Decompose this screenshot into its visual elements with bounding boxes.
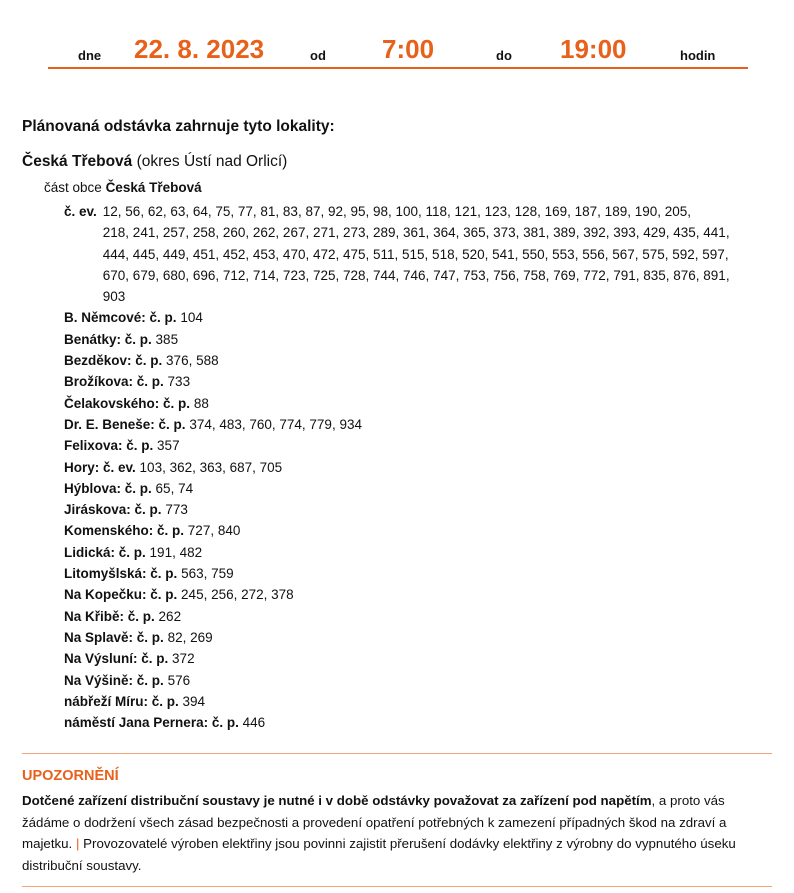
street-row	[64, 350, 764, 371]
street-label: Jiráskova: č. p.	[64, 502, 162, 518]
street-label: Na Výsluní: č. p.	[64, 651, 169, 667]
street-label: náměstí Jana Pernera: č. p.	[64, 715, 239, 731]
ev-values	[103, 201, 764, 307]
street-row	[64, 307, 764, 328]
street-row	[64, 712, 764, 733]
street-row	[64, 627, 764, 648]
street-row	[64, 670, 764, 691]
time-to: 19:00	[560, 34, 627, 64]
street-label: Čelakovského: č. p.	[64, 395, 191, 411]
warning-text-2: Provozovatelé výroben elektřiny jsou povinni zajistit přerušení dodávky elektřiny z výrobny do vypnutého úseku distribuční soustavy.	[22, 836, 736, 873]
street-label: Na Kopečku: č. p.	[64, 587, 178, 603]
warning-bottom-divider	[22, 886, 772, 887]
street-values: 245, 256, 272, 378	[181, 587, 294, 603]
street-row	[64, 478, 764, 499]
town-district: (okres Ústí nad Orlicí)	[136, 153, 288, 170]
street-label: Benátky: č. p.	[64, 331, 152, 347]
street-row	[64, 393, 764, 414]
street-values: 372	[172, 651, 195, 667]
street-label: Komenského: č. p.	[64, 523, 185, 539]
ev-line: 670, 679, 680, 696, 712, 714, 723, 725, 728, 744, 746, 747, 753, 756, 758, 769, 772, 791, 835, 876, 891,	[102, 267, 730, 283]
locality-list	[64, 201, 764, 733]
ev-label: č. ev.	[64, 204, 97, 219]
street-values: 446	[242, 715, 266, 731]
street-row	[64, 329, 764, 350]
ev-line: 903	[102, 289, 126, 305]
street-values: 82, 269	[167, 629, 213, 645]
street-values: 773	[165, 502, 188, 518]
date-prefix: dne	[78, 48, 102, 63]
street-row	[64, 435, 764, 456]
street-label: Hýblova: č. p.	[64, 480, 152, 496]
warning-text	[22, 790, 762, 876]
street-label: Dr. E. Beneše: č. p.	[64, 416, 186, 432]
street-label: B. Němcové: č. p.	[64, 310, 177, 326]
street-values: 394	[182, 693, 206, 709]
street-row	[64, 499, 764, 520]
street-row	[64, 584, 764, 605]
street-values: 576	[167, 672, 191, 688]
time-from-prefix: od	[310, 48, 326, 63]
warning-heading: UPOZORNĚNÍ	[22, 768, 119, 784]
street-row	[64, 542, 764, 563]
ev-line: 12, 56, 62, 63, 64, 75, 77, 81, 83, 87, 92, 95, 98, 100, 118, 121, 123, 128, 169, 187, 189, 190, 205,	[102, 204, 692, 219]
street-values: 563, 759	[181, 566, 234, 582]
warning-bold: Dotčené zařízení distribuční soustavy je nutné i v době odstávky považovat za zařízení pod napětím	[22, 793, 652, 808]
street-label: Felixova: č. p.	[64, 438, 154, 454]
hours-suffix: hodin	[680, 48, 716, 63]
street-values: 104	[180, 310, 203, 326]
street-values: 262	[158, 608, 182, 624]
street-values: 374, 483, 760, 774, 779, 934	[189, 416, 362, 432]
town-heading	[22, 153, 287, 171]
header-divider	[48, 67, 748, 69]
time-to-prefix: do	[496, 48, 512, 63]
street-values: 103, 362, 363, 687, 705	[139, 459, 283, 475]
ev-line: 218, 241, 257, 258, 260, 262, 267, 271, 273, 289, 361, 364, 365, 373, 381, 389, 392, 393, 429, 435, 441,	[102, 225, 730, 241]
street-label: Brožíkova: č. p.	[64, 374, 164, 390]
street-row	[64, 691, 764, 712]
street-values: 357	[157, 438, 180, 454]
time-from: 7:00	[382, 34, 435, 64]
localities-title: Plánovaná odstávka zahrnuje tyto lokality:	[22, 118, 335, 135]
warning-text-1: , a proto vás žádáme o dodržení všech zásad bezpečnosti a provedení opatření potřebných k zamezení případných škod na zdraví a majetku.	[22, 793, 727, 851]
warning-top-divider	[22, 753, 772, 754]
street-row	[64, 520, 764, 541]
street-values: 65, 74	[155, 480, 194, 496]
outage-header	[48, 30, 748, 70]
registration-numbers	[64, 201, 764, 307]
street-values: 385	[155, 331, 179, 347]
ev-line: 444, 445, 449, 451, 452, 453, 470, 472, 475, 511, 515, 518, 520, 541, 550, 553, 556, 567, 575, 592, 597,	[102, 246, 729, 262]
street-row	[64, 371, 764, 392]
part-name: Česká Třebová	[105, 180, 202, 195]
street-values: 733	[167, 374, 191, 390]
part-prefix: část obce	[44, 180, 102, 195]
street-label: Na Výšině: č. p.	[64, 672, 164, 688]
street-row	[64, 563, 764, 584]
street-label: Litomyšlská: č. p.	[64, 566, 178, 582]
street-row	[64, 414, 764, 435]
street-row	[64, 457, 764, 478]
street-label: Bezděkov: č. p.	[64, 353, 163, 369]
street-values: 191, 482	[149, 544, 203, 560]
street-values: 88	[193, 395, 209, 411]
street-row	[64, 606, 764, 627]
town-part	[44, 180, 202, 195]
street-label: nábřeží Míru: č. p.	[64, 693, 179, 709]
warning-separator: |	[75, 836, 80, 851]
town-name: Česká Třebová	[22, 153, 133, 170]
street-label: Na Křibě: č. p.	[64, 608, 155, 624]
street-values: 376, 588	[166, 353, 219, 369]
street-values: 727, 840	[187, 523, 241, 539]
street-row	[64, 648, 764, 669]
street-label: Lidická: č. p.	[64, 544, 146, 560]
street-label: Na Splavě: č. p.	[64, 629, 164, 645]
street-label: Hory: č. ev.	[64, 459, 136, 475]
outage-date: 22. 8. 2023	[134, 34, 265, 64]
street-list	[64, 307, 764, 733]
